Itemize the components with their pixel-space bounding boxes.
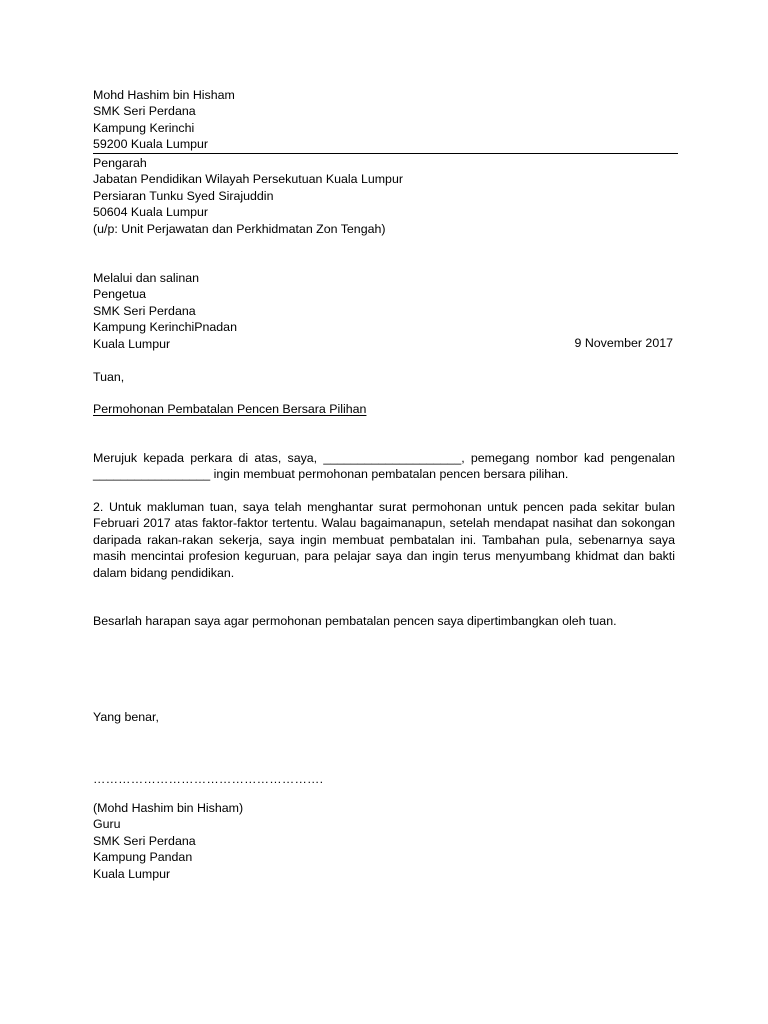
letter-date: 9 November 2017 <box>574 336 673 350</box>
recipient-department: Jabatan Pendidikan Wilayah Persekutuan Kuala Lumpur <box>93 172 403 187</box>
sender-name: Mohd Hashim bin Hisham <box>93 88 235 102</box>
sender-school: SMK Seri Perdana <box>93 104 196 119</box>
closing: Yang benar, <box>93 710 159 724</box>
sender-postcode-city: 59200 Kuala Lumpur <box>93 137 209 152</box>
signature-school: SMK Seri Perdana <box>93 833 196 848</box>
via-area: Kampung KerinchiPnadan <box>93 320 237 335</box>
recipient-title: Pengarah <box>93 156 147 170</box>
recipient-address <box>93 155 403 237</box>
salutation: Tuan, <box>93 370 125 384</box>
recipient-street: Persiaran Tunku Syed Sirajuddin <box>93 188 274 203</box>
signature-line: ………………………………………………. <box>93 772 324 786</box>
via-city: Kuala Lumpur <box>93 336 171 351</box>
signature-city: Kuala Lumpur <box>93 866 171 881</box>
paragraph-2: 2. Untuk makluman tuan, saya telah menghantar surat permohonan untuk pencen pada sekitar bulan Februari 2017 atas faktor-faktor tertentu. Walau bagaimanapun, setelah mendapat nasihat dan sokongan daripada rakan-rakan sekerja, saya ingin membuat pembatalan ini. Tambahan pula, sebenarnya saya masih mencintai profesion keguruan, para pelajar saya dan ingin terus menyumbang khidmat dan bakti dalam bidang pendidikan. <box>93 500 675 580</box>
header-divider <box>93 153 678 154</box>
recipient-postcode-city: 50604 Kuala Lumpur <box>93 205 209 220</box>
signature-name: (Mohd Hashim bin Hisham) <box>93 801 244 815</box>
sender-address <box>93 87 235 153</box>
paragraph-1: Merujuk kepada perkara di atas, saya, ____________________, pemegang nombor kad pengenalan _________________ ingin membuat permohonan pembatalan pencen bersara pilihan. <box>93 451 675 482</box>
signature-area: Kampung Pandan <box>93 850 193 865</box>
paragraph-3: Besarlah harapan saya agar permohonan pembatalan pencen saya dipertimbangkan oleh tuan. <box>93 614 617 628</box>
letter-subject: Permohonan Pembatalan Pencen Bersara Pilihan <box>93 402 367 416</box>
via-title: Pengetua <box>93 287 147 302</box>
via-address <box>93 270 237 352</box>
signature-block <box>93 800 243 882</box>
recipient-attention: (u/p: Unit Perjawatan dan Perkhidmatan Zon Tengah) <box>93 221 386 236</box>
signature-role: Guru <box>93 817 121 832</box>
via-label: Melalui dan salinan <box>93 271 200 285</box>
via-school: SMK Seri Perdana <box>93 303 196 318</box>
sender-area: Kampung Kerinchi <box>93 120 195 135</box>
